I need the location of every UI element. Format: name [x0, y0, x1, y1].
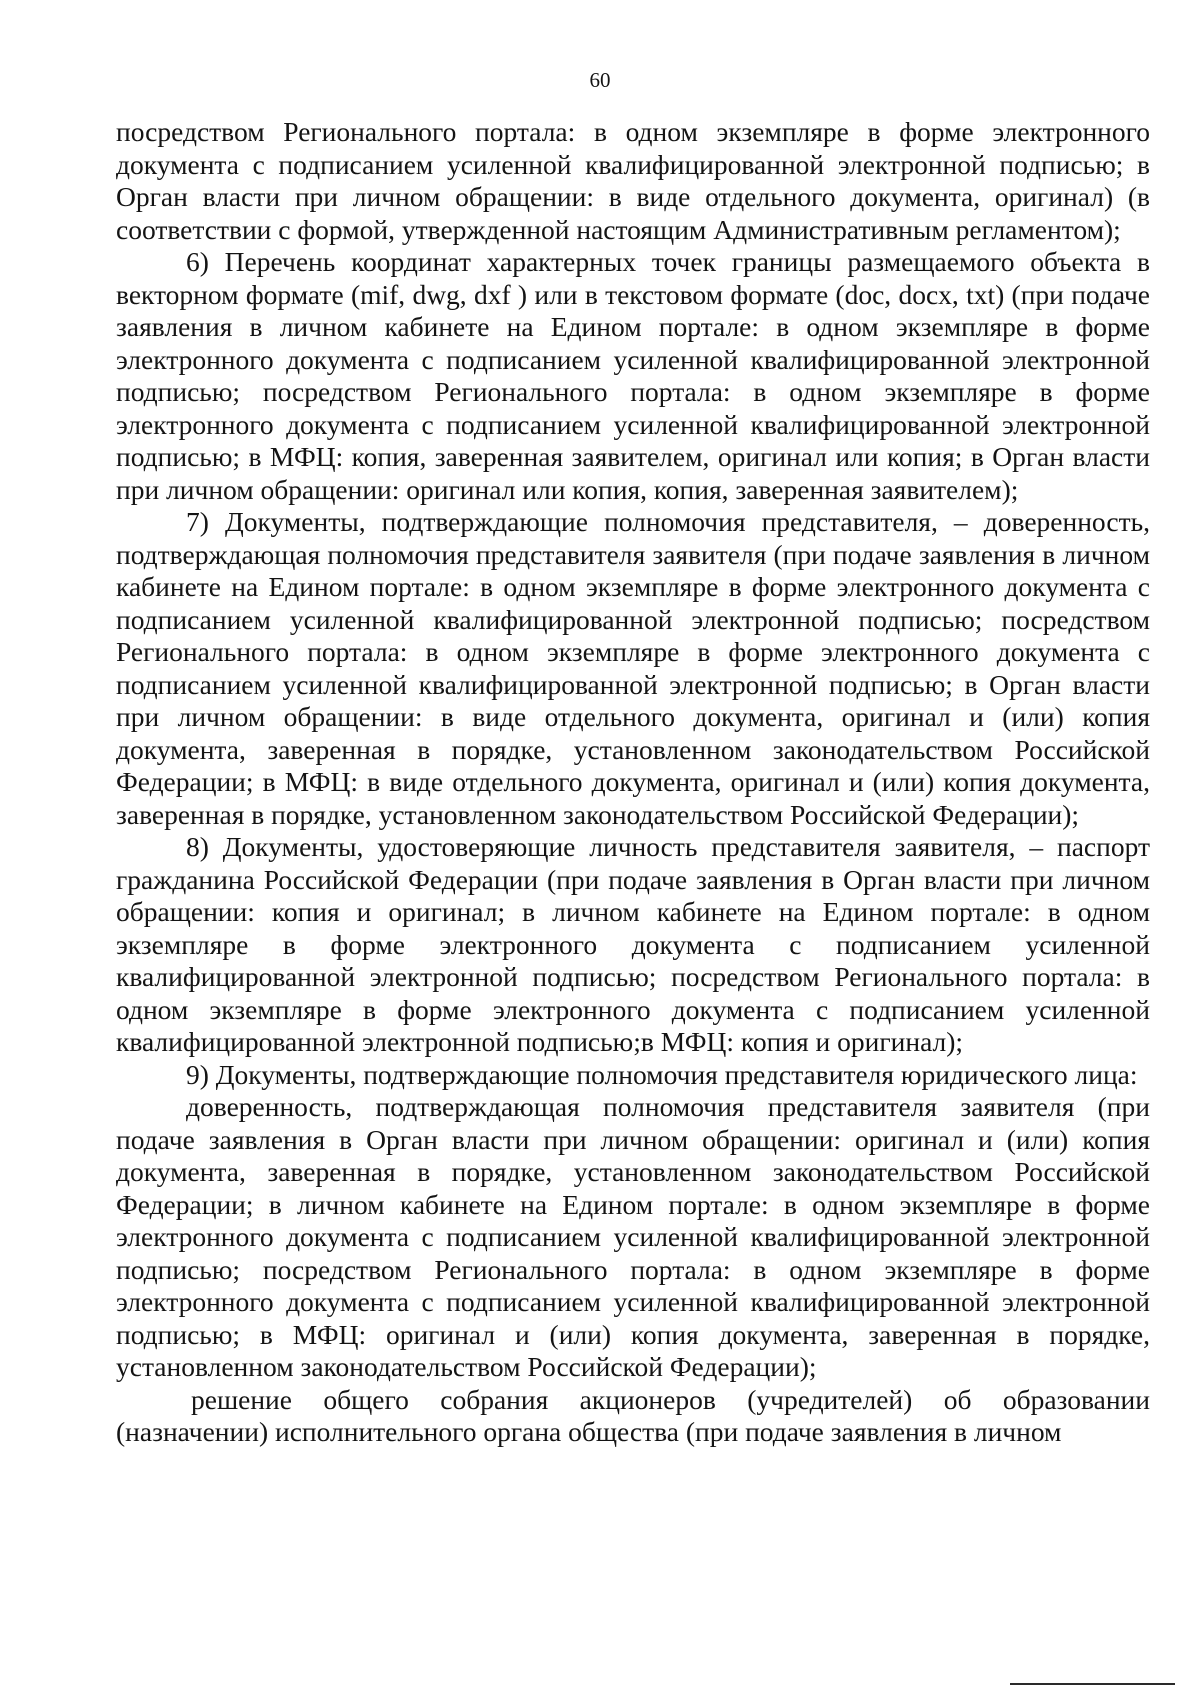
footer-rule [1010, 1683, 1175, 1685]
paragraph-item-8: 8) Документы, удостоверяющие личность представителя заявителя, – паспорт гражданина Российской Федерации (при подаче заявления в Орган власти при личном обращении: копия и оригинал; в личном кабинете на Едином портале: в одном экземпляре в форме электронного документа с подписанием усиленной квалифицированной электронной подписью; посредством Регионального портала: в одном экземпляре в форме электронного документа с подписанием усиленной квалифицированной электронной подписью;в МФЦ: копия и оригинал); [116, 831, 1150, 1057]
paragraph-item-7: 7) Документы, подтверждающие полномочия представителя, – доверенность, подтверждающая полномочия представителя заявителя (при подаче заявления в личном кабинете на Едином портале: в одном экземпляре в форме электронного документа с подписанием усиленной квалифицированной электронной подписью; посредством Регионального портала: в одном экземпляре в форме электронного документа с подписанием усиленной квалифицированной электронной подписью; в Орган власти при личном обращении: в виде отдельного документа, оригинал и (или) копия документа, заверенная в порядке, установленном законодательством Российской Федерации; в МФЦ: в виде отдельного документа, оригинал и (или) копия документа, заверенная в порядке, установленном законодательством Российской Федерации); [116, 506, 1150, 830]
paragraph-shareholders-decision: решение общего собрания акционеров (учредителей) об образовании (назначении) исполнительного органа общества (при подаче заявления в личном [116, 1383, 1150, 1447]
page-number: 60 [589, 68, 611, 92]
paragraph-item-6: 6) Перечень координат характерных точек границы размещаемого объекта в векторном формате (mif, dwg, dxf ) или в текстовом формате (doc, docx, txt) (при подаче заявления в личном кабинете на Едином портале: в одном экземпляре в форме электронного документа с подписанием усиленной квалифицированной электронной подписью; посредством Регионального портала: в одном экземпляре в форме электронного документа с подписанием усиленной квалифицированной электронной подписью; в МФЦ: копия, заверенная заявителем, оригинал или копия; в Орган власти при личном обращении: оригинал или копия, копия, заверенная заявителем); [116, 246, 1150, 505]
paragraph-continuation: посредством Регионального портала: в одном экземпляре в форме электронного документа с подписанием усиленной квалифицированной электронной подписью; в Орган власти при личном обращении: в виде отдельного документа, оригинал) (в соответствии с формой, утвержденной настоящим Административным регламентом); [116, 116, 1150, 245]
paragraph-item-9: 9) Документы, подтверждающие полномочия представителя юридического лица: [186, 1058, 1138, 1090]
paragraph-power-of-attorney: доверенность, подтверждающая полномочия представителя заявителя (при подаче заявления в Орган власти при личном обращении: оригинал и (или) копия документа, заверенная в порядке, установленном законодательством Российской Федерации; в личном кабинете на Едином портале: в одном экземпляре в форме электронного документа с подписанием усиленной квалифицированной электронной подписью; посредством Регионального портала: в одном экземпляре в форме электронного документа с подписанием усиленной квалифицированной электронной подписью; в МФЦ: оригинал и (или) копия документа, заверенная в порядке, установленном законодательством Российской Федерации); [116, 1091, 1150, 1382]
document-body [116, 116, 1150, 1449]
